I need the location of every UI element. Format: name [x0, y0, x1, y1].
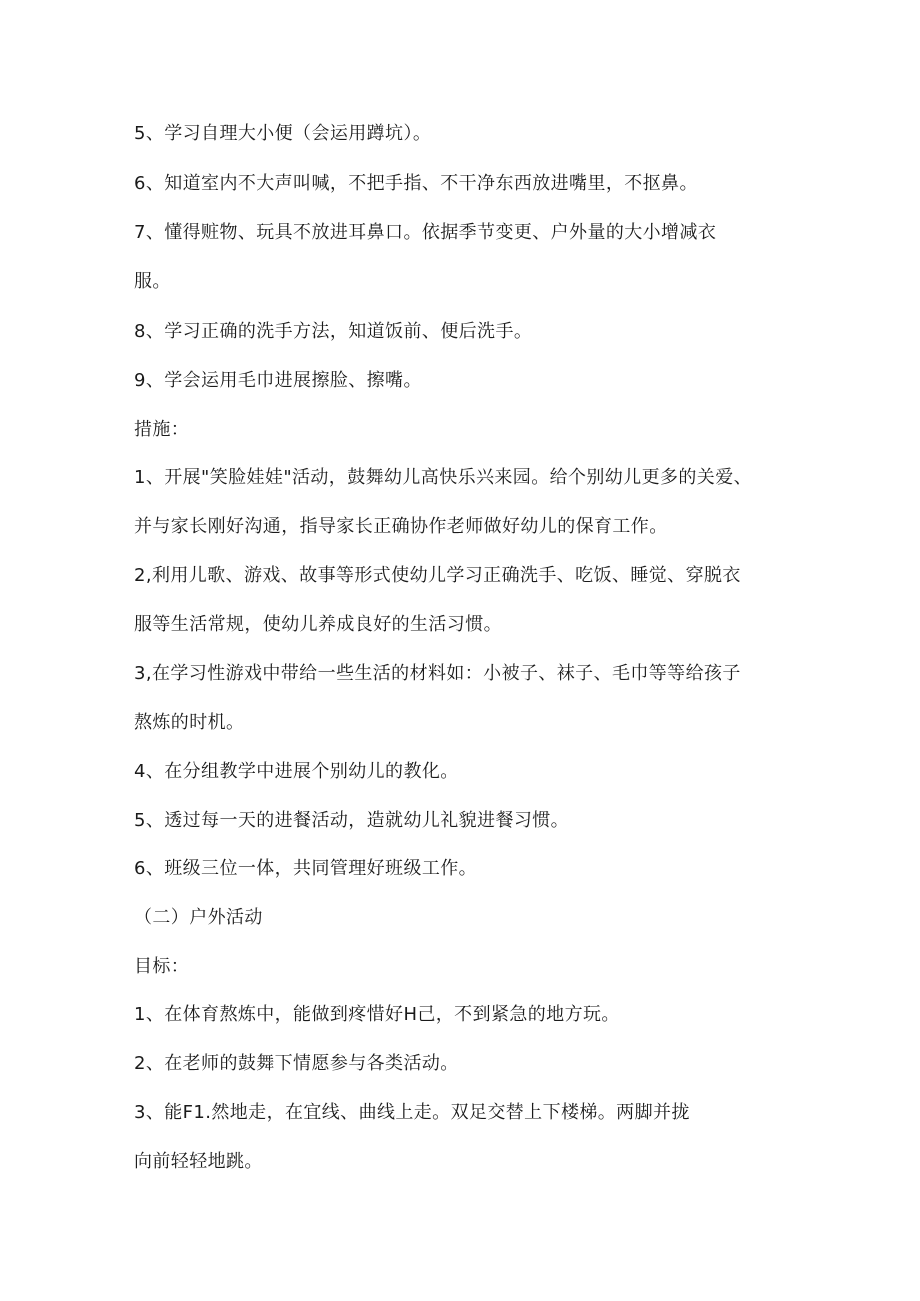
text-line: 7、懂得赃物、玩具不放进耳鼻口。依据季节变更、户外量的大小增减衣	[134, 222, 717, 243]
section-label: 目标：	[134, 956, 190, 977]
text-line: 9、学会运用毛巾进展擦脸、擦嘴。	[134, 370, 422, 391]
text-line: 服等生活常规，使幼儿养成良好的生活习惯。	[134, 614, 502, 635]
text-line: 熬炼的时机。	[134, 712, 245, 733]
text-line: 3,在学习性游戏中带给一些生活的材料如：小被子、袜子、毛巾等等给孩子	[134, 663, 741, 684]
text-line: 5、透过每一天的进餐活动，造就幼儿礼貌进餐习惯。	[134, 810, 570, 831]
text-line: 5、学习自理大小便（会运用蹲坑）。	[134, 123, 432, 144]
text-line: 1、开展"笑脸娃娃"活动，鼓舞幼儿高快乐兴来园。给个别幼儿更多的关爱、	[134, 467, 753, 488]
section-heading: （二）户外活动	[134, 907, 263, 928]
text-line: 2、在老师的鼓舞下情愿参与各类活动。	[134, 1053, 459, 1074]
text-line: 6、知道室内不大声叫喊，不把手指、不干净东西放进嘴里，不抠鼻。	[134, 173, 698, 194]
section-label: 措施：	[134, 419, 190, 440]
text-line: 1、在体育熬炼中，能做到疼惜好H己，不到紧急的地方玩。	[134, 1004, 620, 1025]
text-line: 4、在分组教学中进展个别幼儿的教化。	[134, 761, 459, 782]
text-line: 并与家长刚好沟通，指导家长正确协作老师做好幼儿的保育工作。	[134, 516, 668, 537]
text-line: 服。	[134, 271, 171, 292]
text-line: 2,利用儿歌、游戏、故事等形式使幼儿学习正确洗手、吃饭、睡觉、穿脱衣	[134, 565, 741, 586]
text-line: 向前轻轻地跳。	[134, 1151, 263, 1172]
text-line: 3、能F1.然地走，在宜线、曲线上走。双足交替上下楼梯。两脚并拢	[134, 1102, 690, 1123]
text-line: 6、班级三位一体，共同管理好班级工作。	[134, 858, 478, 879]
text-line: 8、学习正确的洗手方法，知道饭前、便后洗手。	[134, 321, 533, 342]
